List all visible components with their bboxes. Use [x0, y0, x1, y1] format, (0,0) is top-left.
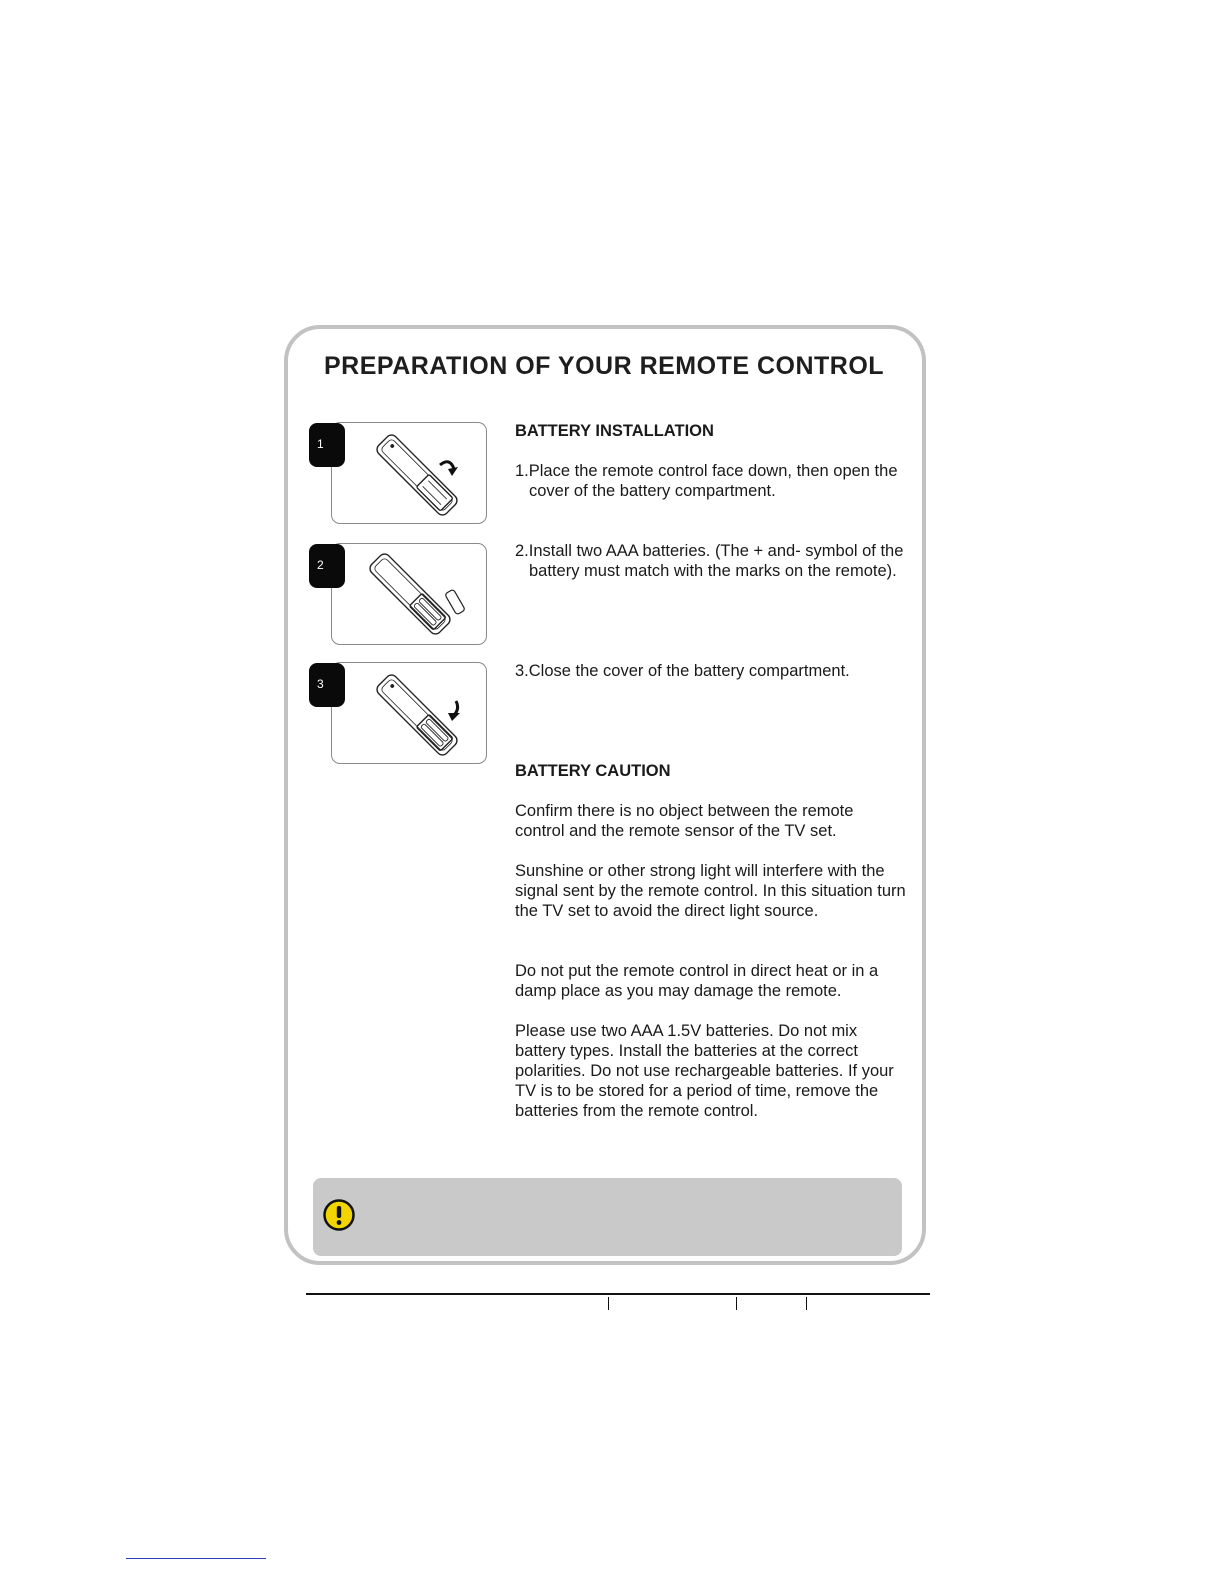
battery-installation-heading: BATTERY INSTALLATION [515, 422, 714, 440]
remote-close-cover-icon [332, 663, 488, 765]
step-1-text: 1.Place the remote control face down, then open the cover of the battery compartment. [515, 462, 898, 500]
step-number-badge: 1 [309, 423, 345, 467]
footer-divider [306, 1293, 930, 1295]
step-3-illustration [331, 662, 487, 764]
caution-paragraph: Sunshine or other strong light will interfere with the signal sent by the remote control. In this situation turn the TV set to avoid the direct light source. [515, 862, 906, 920]
step-3-text: 3.Close the cover of the battery compartment. [515, 662, 850, 680]
footer-tick [608, 1297, 609, 1310]
remote-insert-batteries-icon [332, 544, 488, 646]
caution-paragraph: Confirm there is no object between the remote control and the remote sensor of the TV set. [515, 802, 854, 840]
page-title: PREPARATION OF YOUR REMOTE CONTROL [324, 352, 885, 380]
warning-exclamation-icon [322, 1198, 356, 1232]
battery-caution-heading: BATTERY CAUTION [515, 762, 671, 780]
step-number-badge: 2 [309, 544, 345, 588]
bottom-rule [126, 1558, 266, 1559]
notice-box [313, 1178, 902, 1256]
footer-tick [736, 1297, 737, 1310]
step-1-illustration [331, 422, 487, 524]
step-2-text: 2.Install two AAA batteries. (The + and- symbol of the battery must match with the marks on the remote). [515, 542, 904, 580]
caution-paragraph: Please use two AAA 1.5V batteries. Do not mix battery types. Install the batteries at the correct polarities. Do not use rechargeable batteries. If your TV is to be stored for a period of time, remove the batteries from the remote control. [515, 1022, 894, 1120]
step-number-badge: 3 [309, 663, 345, 707]
footer-tick [806, 1297, 807, 1310]
remote-open-cover-icon [332, 423, 488, 525]
step-2-illustration [331, 543, 487, 645]
caution-paragraph: Do not put the remote control in direct heat or in a damp place as you may damage the remote. [515, 962, 879, 1000]
